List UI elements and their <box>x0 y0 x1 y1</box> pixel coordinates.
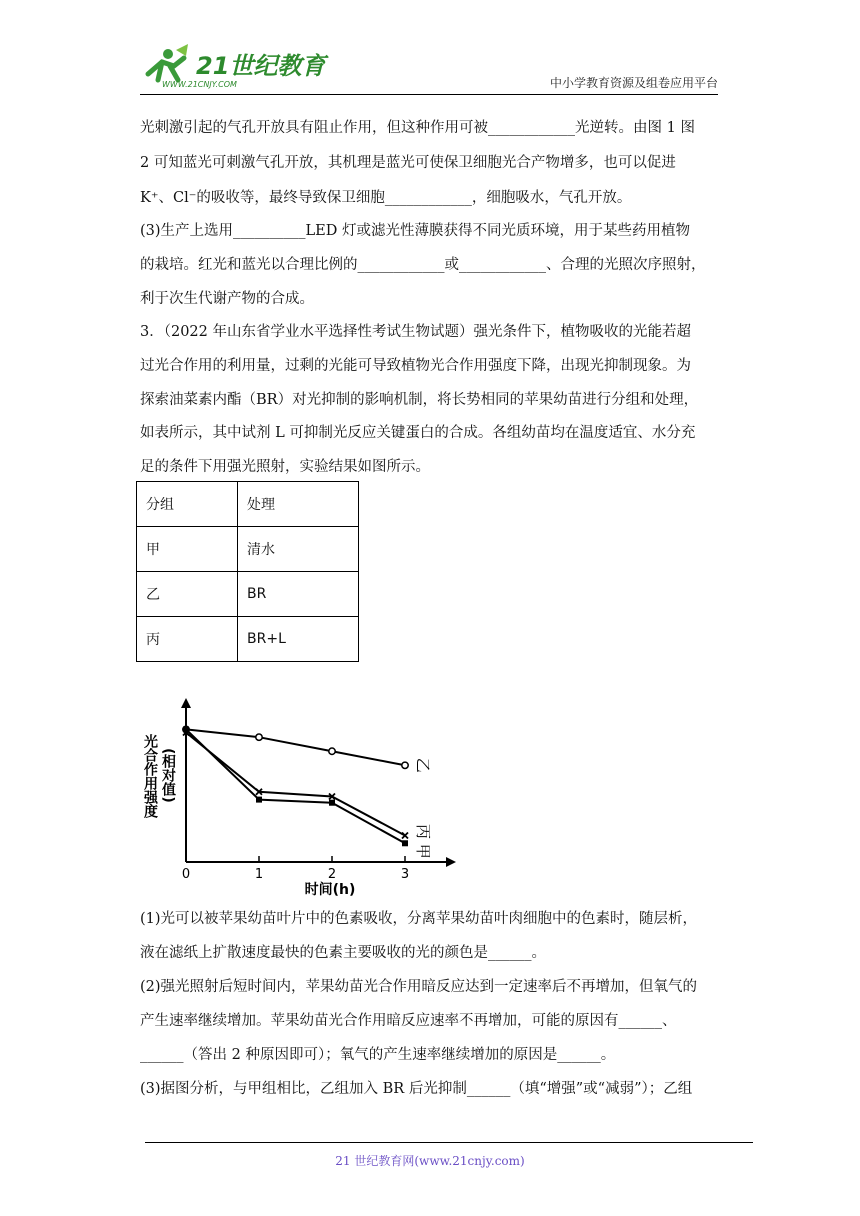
page-header <box>140 40 718 96</box>
x-tick-label: 3 <box>400 867 410 882</box>
question-line: 液在滤纸上扩散速度最快的色素主要吸收的光的颜色是______。 <box>140 945 546 961</box>
question-line: (2)强光照射后短时间内，苹果幼苗光合作用暗反应达到一定速率后不再增加，但氧气的 <box>140 979 698 995</box>
x-ticks <box>182 856 409 882</box>
photosynthesis-chart <box>130 690 470 900</box>
header-divider <box>140 94 718 95</box>
data-point <box>402 840 408 846</box>
site-logo <box>140 40 340 90</box>
data-point <box>256 734 262 740</box>
runner-icon <box>148 44 188 80</box>
y-axis-label-group <box>142 733 177 819</box>
table-row <box>137 617 359 662</box>
data-point <box>183 726 189 732</box>
paragraph-line: (3)生产上选用__________LED 灯或滤光性薄膜获得不同光质环境，用于某些药用植物 <box>140 223 690 239</box>
paragraph-line: 探索油菜素内酯（BR）对光抑制的影响机制，将长势相同的苹果幼苗进行分组和处理， <box>140 392 699 408</box>
paragraph-line: 光刺激引起的气孔开放具有阻止作用，但这种作用可被____________光逆转。由图 1 图 <box>140 120 695 136</box>
x-axis-arrow <box>446 857 456 867</box>
x-tick-label: 2 <box>327 867 337 882</box>
paragraph-line: 3．（2022 年山东省学业水平选择性考试生物试题）强光条件下，植物吸收的光能若超 <box>140 324 691 340</box>
series-label: 乙 <box>414 757 432 773</box>
table-header-cell: 处理 <box>238 482 359 527</box>
x-axis-label: 时间(h) <box>304 882 356 898</box>
data-point <box>402 762 408 768</box>
table-row <box>137 527 359 572</box>
paragraph-line: 2 可知蓝光可刺激气孔开放，其机理是蓝光可使保卫细胞光合产物增多，也可以促进 <box>140 155 676 171</box>
table-row <box>137 572 359 617</box>
table-cell: BR <box>238 572 359 617</box>
data-point <box>329 800 335 806</box>
question-line: (3)据图分析，与甲组相比，乙组加入 BR 后光抑制______（填“增强”或“减弱”）；乙组 <box>140 1081 693 1097</box>
table-header-cell: 分组 <box>137 482 238 527</box>
x-tick-label: 0 <box>181 867 191 882</box>
platform-name: 中小学教育资源及组卷应用平台 <box>549 76 718 90</box>
series-label: 甲 <box>414 843 432 859</box>
series-label: 丙 <box>414 823 432 839</box>
table-cell: 甲 <box>137 527 238 572</box>
treatment-table <box>136 481 359 662</box>
series-line <box>186 733 405 836</box>
chart-series <box>183 726 432 859</box>
question-line: (1)光可以被苹果幼苗叶片中的色素吸收，分离苹果幼苗叶肉细胞中的色素时，随层析， <box>140 911 698 927</box>
data-point <box>329 748 335 754</box>
footer-divider <box>145 1142 753 1143</box>
question-line: 产生速率继续增加。苹果幼苗光合作用暗反应速率不再增加，可能的原因有______、 <box>140 1013 677 1029</box>
table-cell: 乙 <box>137 572 238 617</box>
footer-text: 21 世纪教育网(www.21cnjy.com) <box>335 1154 525 1168</box>
data-point <box>256 797 262 803</box>
logo-sub-text: WWW.21CNJY.COM <box>162 80 237 89</box>
table-cell: BR+L <box>238 617 359 662</box>
paragraph-line: 过光合作用的利用量，过剩的光能可导致植物光合作用强度下降，出现光抑制现象。为 <box>140 358 691 374</box>
paragraph-line: 如表所示，其中试剂 L 可抑制光反应关键蛋白的合成。各组幼苗均在温度适宜、水分充 <box>140 425 696 441</box>
series-line <box>186 729 405 843</box>
y-axis-arrow <box>181 698 191 708</box>
x-tick-label: 1 <box>254 867 264 882</box>
paragraph-line: K⁺、Cl⁻的吸收等，最终导致保卫细胞____________，细胞吸水，气孔开放。 <box>140 190 632 206</box>
table-header-row <box>137 482 359 527</box>
paragraph-line: 利于次生代谢产物的合成。 <box>140 291 314 307</box>
table-cell: 丙 <box>137 617 238 662</box>
y-axis-label: 光合作用强度 <box>142 734 158 818</box>
table-cell: 清水 <box>238 527 359 572</box>
question-line: ______（答出 2 种原因即可）；氧气的产生速率继续增加的原因是______。 <box>140 1047 616 1063</box>
chart-axes <box>181 698 456 867</box>
y-axis-label-unit: (相对值) <box>160 748 176 803</box>
paragraph-line: 足的条件下用强光照射，实验结果如图所示。 <box>140 459 430 475</box>
logo-main-text: 21世纪教育 <box>196 52 326 80</box>
paragraph-line: 的栽培。红光和蓝光以合理比例的____________或____________、合理的光照次序照射， <box>140 257 706 273</box>
